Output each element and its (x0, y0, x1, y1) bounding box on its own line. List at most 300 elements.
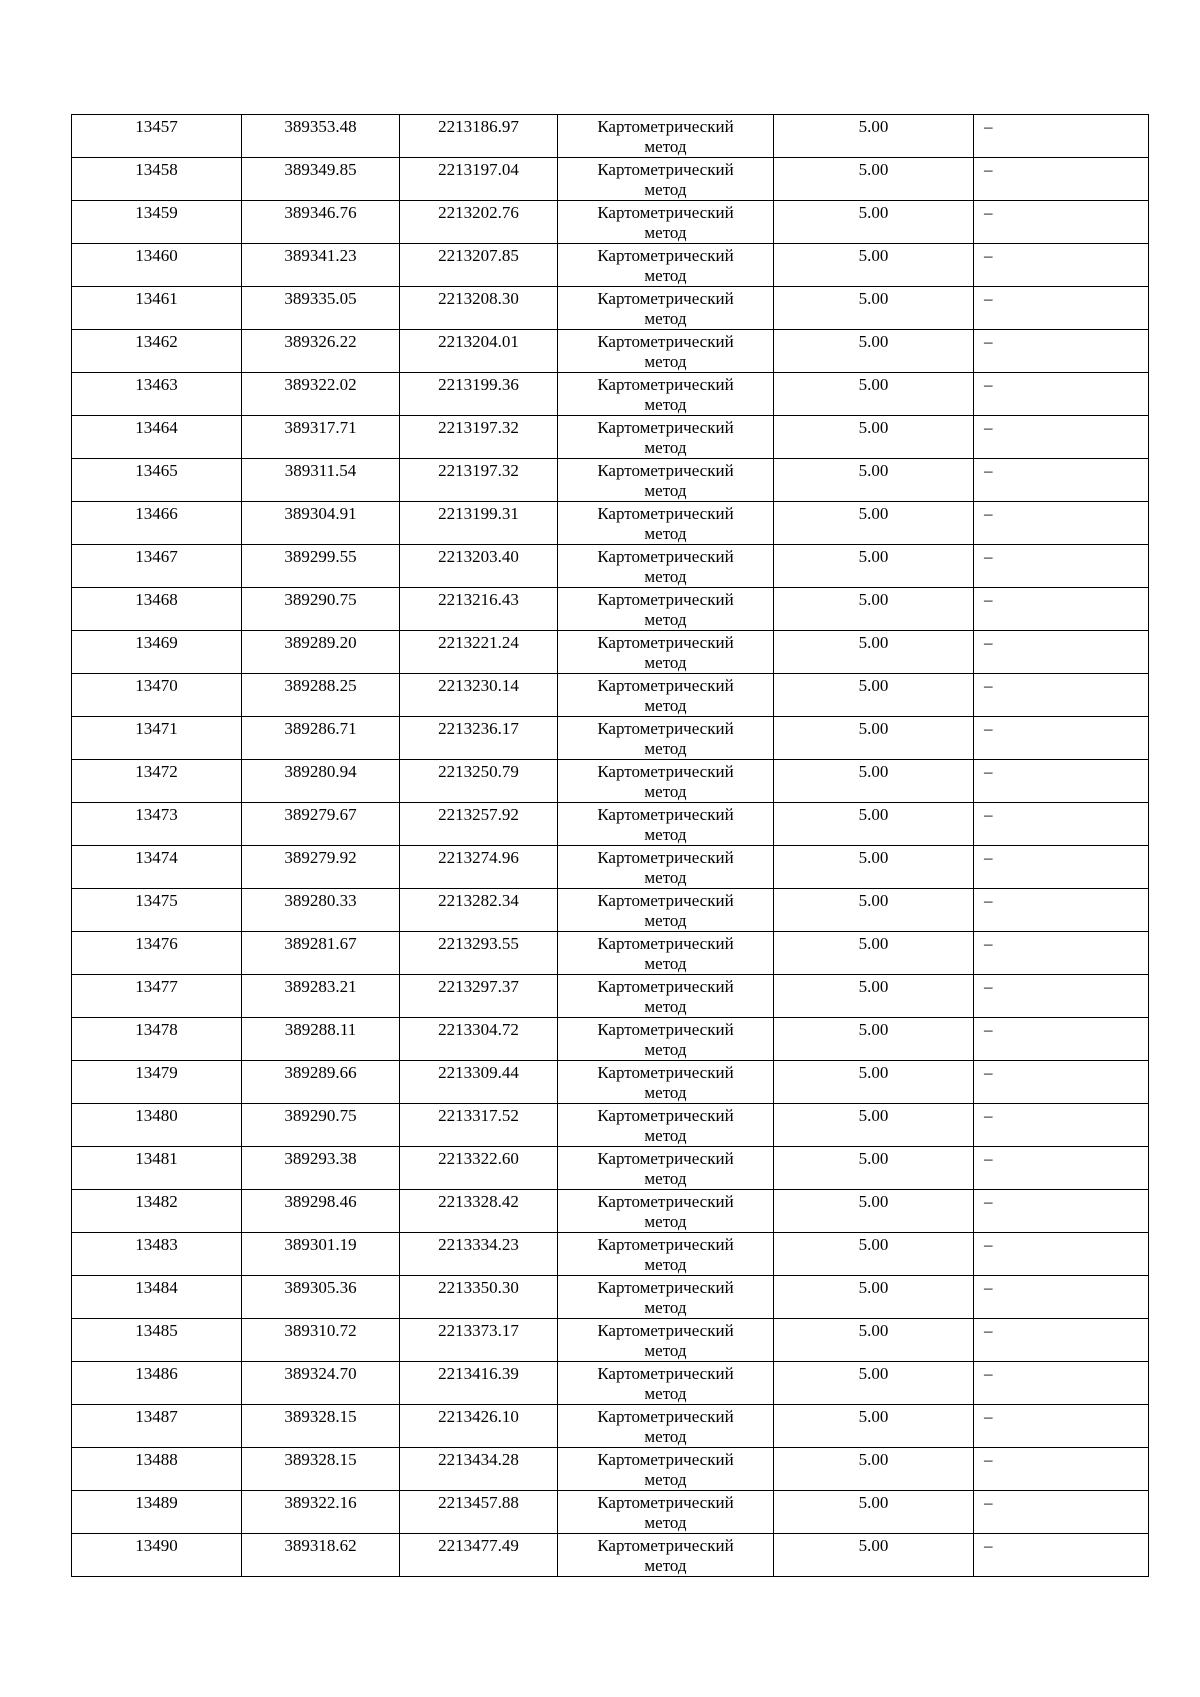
table-row (72, 330, 1149, 373)
table-row (72, 1061, 1149, 1104)
method-cell (558, 631, 774, 674)
y-coordinate-cell: 2213426.10 (400, 1405, 558, 1448)
method-cell (558, 330, 774, 373)
table-row (72, 1147, 1149, 1190)
method-line-1: Картометрический (597, 977, 734, 996)
method-line-2: метод (644, 481, 687, 500)
point-number-cell: 13467 (72, 545, 242, 588)
y-coordinate-cell: 2213350.30 (400, 1276, 558, 1319)
accuracy-cell: 5.00 (774, 717, 974, 760)
note-cell: – (974, 717, 1149, 760)
method-line-1: Картометрический (597, 1235, 734, 1254)
method-line-2: метод (644, 137, 687, 156)
method-cell (558, 244, 774, 287)
method-line-2: метод (644, 1169, 687, 1188)
method-line-1: Картометрический (597, 203, 734, 222)
table-row (72, 846, 1149, 889)
method-cell (558, 1190, 774, 1233)
point-number-cell: 13475 (72, 889, 242, 932)
method-line-2: метод (644, 997, 687, 1016)
method-cell (558, 1147, 774, 1190)
table-row (72, 889, 1149, 932)
note-cell: – (974, 1190, 1149, 1233)
table-row (72, 975, 1149, 1018)
table-row (72, 932, 1149, 975)
table-row (72, 1534, 1149, 1577)
method-line-1: Картометрический (597, 1450, 734, 1469)
method-cell (558, 158, 774, 201)
x-coordinate-cell: 389281.67 (242, 932, 400, 975)
accuracy-cell: 5.00 (774, 889, 974, 932)
y-coordinate-cell: 2213199.31 (400, 502, 558, 545)
method-cell (558, 588, 774, 631)
x-coordinate-cell: 389328.15 (242, 1448, 400, 1491)
point-number-cell: 13464 (72, 416, 242, 459)
note-cell: – (974, 1104, 1149, 1147)
point-number-cell: 13487 (72, 1405, 242, 1448)
y-coordinate-cell: 2213250.79 (400, 760, 558, 803)
accuracy-cell: 5.00 (774, 1190, 974, 1233)
accuracy-cell: 5.00 (774, 1104, 974, 1147)
method-line-2: метод (644, 1556, 687, 1575)
method-cell (558, 1276, 774, 1319)
note-cell: – (974, 803, 1149, 846)
method-cell (558, 545, 774, 588)
y-coordinate-cell: 2213304.72 (400, 1018, 558, 1061)
note-cell: – (974, 1147, 1149, 1190)
note-cell: – (974, 932, 1149, 975)
method-line-1: Картометрический (597, 418, 734, 437)
accuracy-cell: 5.00 (774, 545, 974, 588)
method-line-2: метод (644, 1341, 687, 1360)
y-coordinate-cell: 2213457.88 (400, 1491, 558, 1534)
point-number-cell: 13481 (72, 1147, 242, 1190)
method-line-2: метод (644, 352, 687, 371)
method-line-1: Картометрический (597, 934, 734, 953)
method-cell (558, 803, 774, 846)
method-line-2: метод (644, 1212, 687, 1231)
accuracy-cell: 5.00 (774, 674, 974, 717)
note-cell: – (974, 330, 1149, 373)
point-number-cell: 13476 (72, 932, 242, 975)
y-coordinate-cell: 2213257.92 (400, 803, 558, 846)
note-cell: – (974, 760, 1149, 803)
table-row (72, 244, 1149, 287)
method-line-1: Картометрический (597, 1321, 734, 1340)
method-line-2: метод (644, 266, 687, 285)
table-row (72, 115, 1149, 158)
method-cell (558, 1319, 774, 1362)
method-line-1: Картометрический (597, 1536, 734, 1555)
method-line-2: метод (644, 868, 687, 887)
method-line-1: Картометрический (597, 1192, 734, 1211)
point-number-cell: 13488 (72, 1448, 242, 1491)
method-cell (558, 846, 774, 889)
point-number-cell: 13471 (72, 717, 242, 760)
method-line-2: метод (644, 653, 687, 672)
x-coordinate-cell: 389328.15 (242, 1405, 400, 1448)
method-cell (558, 287, 774, 330)
method-cell (558, 1362, 774, 1405)
method-cell (558, 115, 774, 158)
y-coordinate-cell: 2213207.85 (400, 244, 558, 287)
table-row (72, 545, 1149, 588)
accuracy-cell: 5.00 (774, 588, 974, 631)
method-line-2: метод (644, 1298, 687, 1317)
x-coordinate-cell: 389324.70 (242, 1362, 400, 1405)
method-line-2: метод (644, 1255, 687, 1274)
accuracy-cell: 5.00 (774, 244, 974, 287)
note-cell: – (974, 115, 1149, 158)
table-row (72, 1362, 1149, 1405)
y-coordinate-cell: 2213204.01 (400, 330, 558, 373)
note-cell: – (974, 1319, 1149, 1362)
x-coordinate-cell: 389322.16 (242, 1491, 400, 1534)
method-cell (558, 674, 774, 717)
method-line-2: метод (644, 1083, 687, 1102)
x-coordinate-cell: 389301.19 (242, 1233, 400, 1276)
method-line-2: метод (644, 1040, 687, 1059)
note-cell: – (974, 158, 1149, 201)
method-line-2: метод (644, 782, 687, 801)
method-cell (558, 1233, 774, 1276)
note-cell: – (974, 201, 1149, 244)
method-cell (558, 459, 774, 502)
accuracy-cell: 5.00 (774, 287, 974, 330)
accuracy-cell: 5.00 (774, 631, 974, 674)
method-line-2: метод (644, 1126, 687, 1145)
table-row (72, 631, 1149, 674)
table-row (72, 1190, 1149, 1233)
method-line-1: Картометрический (597, 461, 734, 480)
x-coordinate-cell: 389298.46 (242, 1190, 400, 1233)
method-line-1: Картометрический (597, 1020, 734, 1039)
y-coordinate-cell: 2213216.43 (400, 588, 558, 631)
note-cell: – (974, 373, 1149, 416)
point-number-cell: 13460 (72, 244, 242, 287)
table-row (72, 158, 1149, 201)
method-cell (558, 1405, 774, 1448)
accuracy-cell: 5.00 (774, 1448, 974, 1491)
method-line-1: Картометрический (597, 504, 734, 523)
y-coordinate-cell: 2213208.30 (400, 287, 558, 330)
point-number-cell: 13480 (72, 1104, 242, 1147)
table-row (72, 588, 1149, 631)
table-row (72, 502, 1149, 545)
note-cell: – (974, 1405, 1149, 1448)
note-cell: – (974, 502, 1149, 545)
accuracy-cell: 5.00 (774, 201, 974, 244)
x-coordinate-cell: 389290.75 (242, 588, 400, 631)
accuracy-cell: 5.00 (774, 330, 974, 373)
note-cell: – (974, 889, 1149, 932)
note-cell: – (974, 1233, 1149, 1276)
method-line-1: Картометрический (597, 1364, 734, 1383)
accuracy-cell: 5.00 (774, 1319, 974, 1362)
accuracy-cell: 5.00 (774, 115, 974, 158)
coordinates-table-body (72, 115, 1149, 1577)
method-line-2: метод (644, 739, 687, 758)
note-cell: – (974, 1491, 1149, 1534)
method-line-2: метод (644, 223, 687, 242)
method-line-1: Картометрический (597, 891, 734, 910)
y-coordinate-cell: 2213477.49 (400, 1534, 558, 1577)
method-line-2: метод (644, 610, 687, 629)
accuracy-cell: 5.00 (774, 1147, 974, 1190)
method-line-1: Картометрический (597, 246, 734, 265)
x-coordinate-cell: 389299.55 (242, 545, 400, 588)
x-coordinate-cell: 389286.71 (242, 717, 400, 760)
point-number-cell: 13477 (72, 975, 242, 1018)
accuracy-cell: 5.00 (774, 1362, 974, 1405)
note-cell: – (974, 1362, 1149, 1405)
accuracy-cell: 5.00 (774, 373, 974, 416)
note-cell: – (974, 631, 1149, 674)
method-line-2: метод (644, 954, 687, 973)
method-line-1: Картометрический (597, 547, 734, 566)
point-number-cell: 13483 (72, 1233, 242, 1276)
x-coordinate-cell: 389293.38 (242, 1147, 400, 1190)
y-coordinate-cell: 2213186.97 (400, 115, 558, 158)
method-cell (558, 717, 774, 760)
table-row (72, 760, 1149, 803)
y-coordinate-cell: 2213274.96 (400, 846, 558, 889)
accuracy-cell: 5.00 (774, 459, 974, 502)
accuracy-cell: 5.00 (774, 846, 974, 889)
method-line-2: метод (644, 567, 687, 586)
y-coordinate-cell: 2213373.17 (400, 1319, 558, 1362)
method-cell (558, 975, 774, 1018)
note-cell: – (974, 1018, 1149, 1061)
table-row (72, 1233, 1149, 1276)
method-line-1: Картометрический (597, 1407, 734, 1426)
method-line-2: метод (644, 1470, 687, 1489)
point-number-cell: 13468 (72, 588, 242, 631)
point-number-cell: 13478 (72, 1018, 242, 1061)
point-number-cell: 13473 (72, 803, 242, 846)
x-coordinate-cell: 389288.25 (242, 674, 400, 717)
accuracy-cell: 5.00 (774, 1491, 974, 1534)
note-cell: – (974, 244, 1149, 287)
method-line-1: Картометрический (597, 762, 734, 781)
table-row (72, 373, 1149, 416)
method-line-1: Картометрический (597, 633, 734, 652)
accuracy-cell: 5.00 (774, 932, 974, 975)
y-coordinate-cell: 2213328.42 (400, 1190, 558, 1233)
table-row (72, 803, 1149, 846)
y-coordinate-cell: 2213282.34 (400, 889, 558, 932)
method-line-1: Картометрический (597, 289, 734, 308)
x-coordinate-cell: 389346.76 (242, 201, 400, 244)
x-coordinate-cell: 389326.22 (242, 330, 400, 373)
method-cell (558, 1448, 774, 1491)
accuracy-cell: 5.00 (774, 1061, 974, 1104)
method-line-1: Картометрический (597, 1063, 734, 1082)
accuracy-cell: 5.00 (774, 158, 974, 201)
x-coordinate-cell: 389279.92 (242, 846, 400, 889)
note-cell: – (974, 846, 1149, 889)
note-cell: – (974, 588, 1149, 631)
note-cell: – (974, 1448, 1149, 1491)
point-number-cell: 13489 (72, 1491, 242, 1534)
accuracy-cell: 5.00 (774, 803, 974, 846)
point-number-cell: 13457 (72, 115, 242, 158)
x-coordinate-cell: 389288.11 (242, 1018, 400, 1061)
method-line-1: Картометрический (597, 1149, 734, 1168)
method-line-1: Картометрический (597, 805, 734, 824)
method-cell (558, 889, 774, 932)
table-row (72, 1319, 1149, 1362)
method-line-1: Картометрический (597, 117, 734, 136)
y-coordinate-cell: 2213197.32 (400, 416, 558, 459)
table-row (72, 287, 1149, 330)
method-line-2: метод (644, 395, 687, 414)
method-line-1: Картометрический (597, 332, 734, 351)
table-row (72, 1276, 1149, 1319)
point-number-cell: 13486 (72, 1362, 242, 1405)
point-number-cell: 13472 (72, 760, 242, 803)
method-line-2: метод (644, 180, 687, 199)
note-cell: – (974, 287, 1149, 330)
y-coordinate-cell: 2213334.23 (400, 1233, 558, 1276)
accuracy-cell: 5.00 (774, 1233, 974, 1276)
method-line-2: метод (644, 1513, 687, 1532)
x-coordinate-cell: 389289.20 (242, 631, 400, 674)
note-cell: – (974, 975, 1149, 1018)
method-cell (558, 201, 774, 244)
method-line-1: Картометрический (597, 1106, 734, 1125)
method-cell (558, 1491, 774, 1534)
y-coordinate-cell: 2213293.55 (400, 932, 558, 975)
y-coordinate-cell: 2213230.14 (400, 674, 558, 717)
method-cell (558, 373, 774, 416)
accuracy-cell: 5.00 (774, 1534, 974, 1577)
table-row (72, 1448, 1149, 1491)
x-coordinate-cell: 389290.75 (242, 1104, 400, 1147)
method-line-1: Картометрический (597, 1493, 734, 1512)
table-row (72, 674, 1149, 717)
y-coordinate-cell: 2213202.76 (400, 201, 558, 244)
method-line-2: метод (644, 438, 687, 457)
method-line-1: Картометрический (597, 1278, 734, 1297)
x-coordinate-cell: 389322.02 (242, 373, 400, 416)
x-coordinate-cell: 389341.23 (242, 244, 400, 287)
point-number-cell: 13459 (72, 201, 242, 244)
point-number-cell: 13463 (72, 373, 242, 416)
method-line-1: Картометрический (597, 719, 734, 738)
method-line-2: метод (644, 309, 687, 328)
method-line-1: Картометрический (597, 676, 734, 695)
x-coordinate-cell: 389353.48 (242, 115, 400, 158)
point-number-cell: 13469 (72, 631, 242, 674)
point-number-cell: 13461 (72, 287, 242, 330)
x-coordinate-cell: 389289.66 (242, 1061, 400, 1104)
y-coordinate-cell: 2213297.37 (400, 975, 558, 1018)
x-coordinate-cell: 389305.36 (242, 1276, 400, 1319)
y-coordinate-cell: 2213309.44 (400, 1061, 558, 1104)
y-coordinate-cell: 2213236.17 (400, 717, 558, 760)
x-coordinate-cell: 389335.05 (242, 287, 400, 330)
point-number-cell: 13474 (72, 846, 242, 889)
note-cell: – (974, 416, 1149, 459)
accuracy-cell: 5.00 (774, 416, 974, 459)
y-coordinate-cell: 2213199.36 (400, 373, 558, 416)
method-cell (558, 502, 774, 545)
accuracy-cell: 5.00 (774, 1276, 974, 1319)
method-cell (558, 932, 774, 975)
method-line-1: Картометрический (597, 375, 734, 394)
y-coordinate-cell: 2213203.40 (400, 545, 558, 588)
table-row (72, 1018, 1149, 1061)
x-coordinate-cell: 389279.67 (242, 803, 400, 846)
method-line-1: Картометрический (597, 590, 734, 609)
table-row (72, 416, 1149, 459)
point-number-cell: 13458 (72, 158, 242, 201)
method-line-2: метод (644, 911, 687, 930)
method-line-2: метод (644, 825, 687, 844)
table-row (72, 201, 1149, 244)
method-cell (558, 1104, 774, 1147)
accuracy-cell: 5.00 (774, 975, 974, 1018)
coordinates-table (71, 114, 1149, 1577)
accuracy-cell: 5.00 (774, 1018, 974, 1061)
x-coordinate-cell: 389349.85 (242, 158, 400, 201)
table-row (72, 717, 1149, 760)
y-coordinate-cell: 2213434.28 (400, 1448, 558, 1491)
point-number-cell: 13479 (72, 1061, 242, 1104)
method-line-2: метод (644, 696, 687, 715)
point-number-cell: 13470 (72, 674, 242, 717)
accuracy-cell: 5.00 (774, 502, 974, 545)
x-coordinate-cell: 389283.21 (242, 975, 400, 1018)
table-row (72, 459, 1149, 502)
method-line-1: Картометрический (597, 848, 734, 867)
y-coordinate-cell: 2213197.32 (400, 459, 558, 502)
y-coordinate-cell: 2213197.04 (400, 158, 558, 201)
table-row (72, 1491, 1149, 1534)
point-number-cell: 13462 (72, 330, 242, 373)
method-line-2: метод (644, 1384, 687, 1403)
x-coordinate-cell: 389280.94 (242, 760, 400, 803)
method-line-2: метод (644, 1427, 687, 1446)
method-cell (558, 1061, 774, 1104)
x-coordinate-cell: 389317.71 (242, 416, 400, 459)
y-coordinate-cell: 2213221.24 (400, 631, 558, 674)
note-cell: – (974, 545, 1149, 588)
x-coordinate-cell: 389310.72 (242, 1319, 400, 1362)
x-coordinate-cell: 389318.62 (242, 1534, 400, 1577)
method-cell (558, 1534, 774, 1577)
note-cell: – (974, 674, 1149, 717)
point-number-cell: 13482 (72, 1190, 242, 1233)
point-number-cell: 13465 (72, 459, 242, 502)
note-cell: – (974, 459, 1149, 502)
y-coordinate-cell: 2213317.52 (400, 1104, 558, 1147)
method-line-2: метод (644, 524, 687, 543)
note-cell: – (974, 1061, 1149, 1104)
method-cell (558, 760, 774, 803)
note-cell: – (974, 1534, 1149, 1577)
point-number-cell: 13485 (72, 1319, 242, 1362)
method-line-1: Картометрический (597, 160, 734, 179)
x-coordinate-cell: 389280.33 (242, 889, 400, 932)
y-coordinate-cell: 2213322.60 (400, 1147, 558, 1190)
point-number-cell: 13466 (72, 502, 242, 545)
y-coordinate-cell: 2213416.39 (400, 1362, 558, 1405)
point-number-cell: 13484 (72, 1276, 242, 1319)
table-row (72, 1104, 1149, 1147)
point-number-cell: 13490 (72, 1534, 242, 1577)
